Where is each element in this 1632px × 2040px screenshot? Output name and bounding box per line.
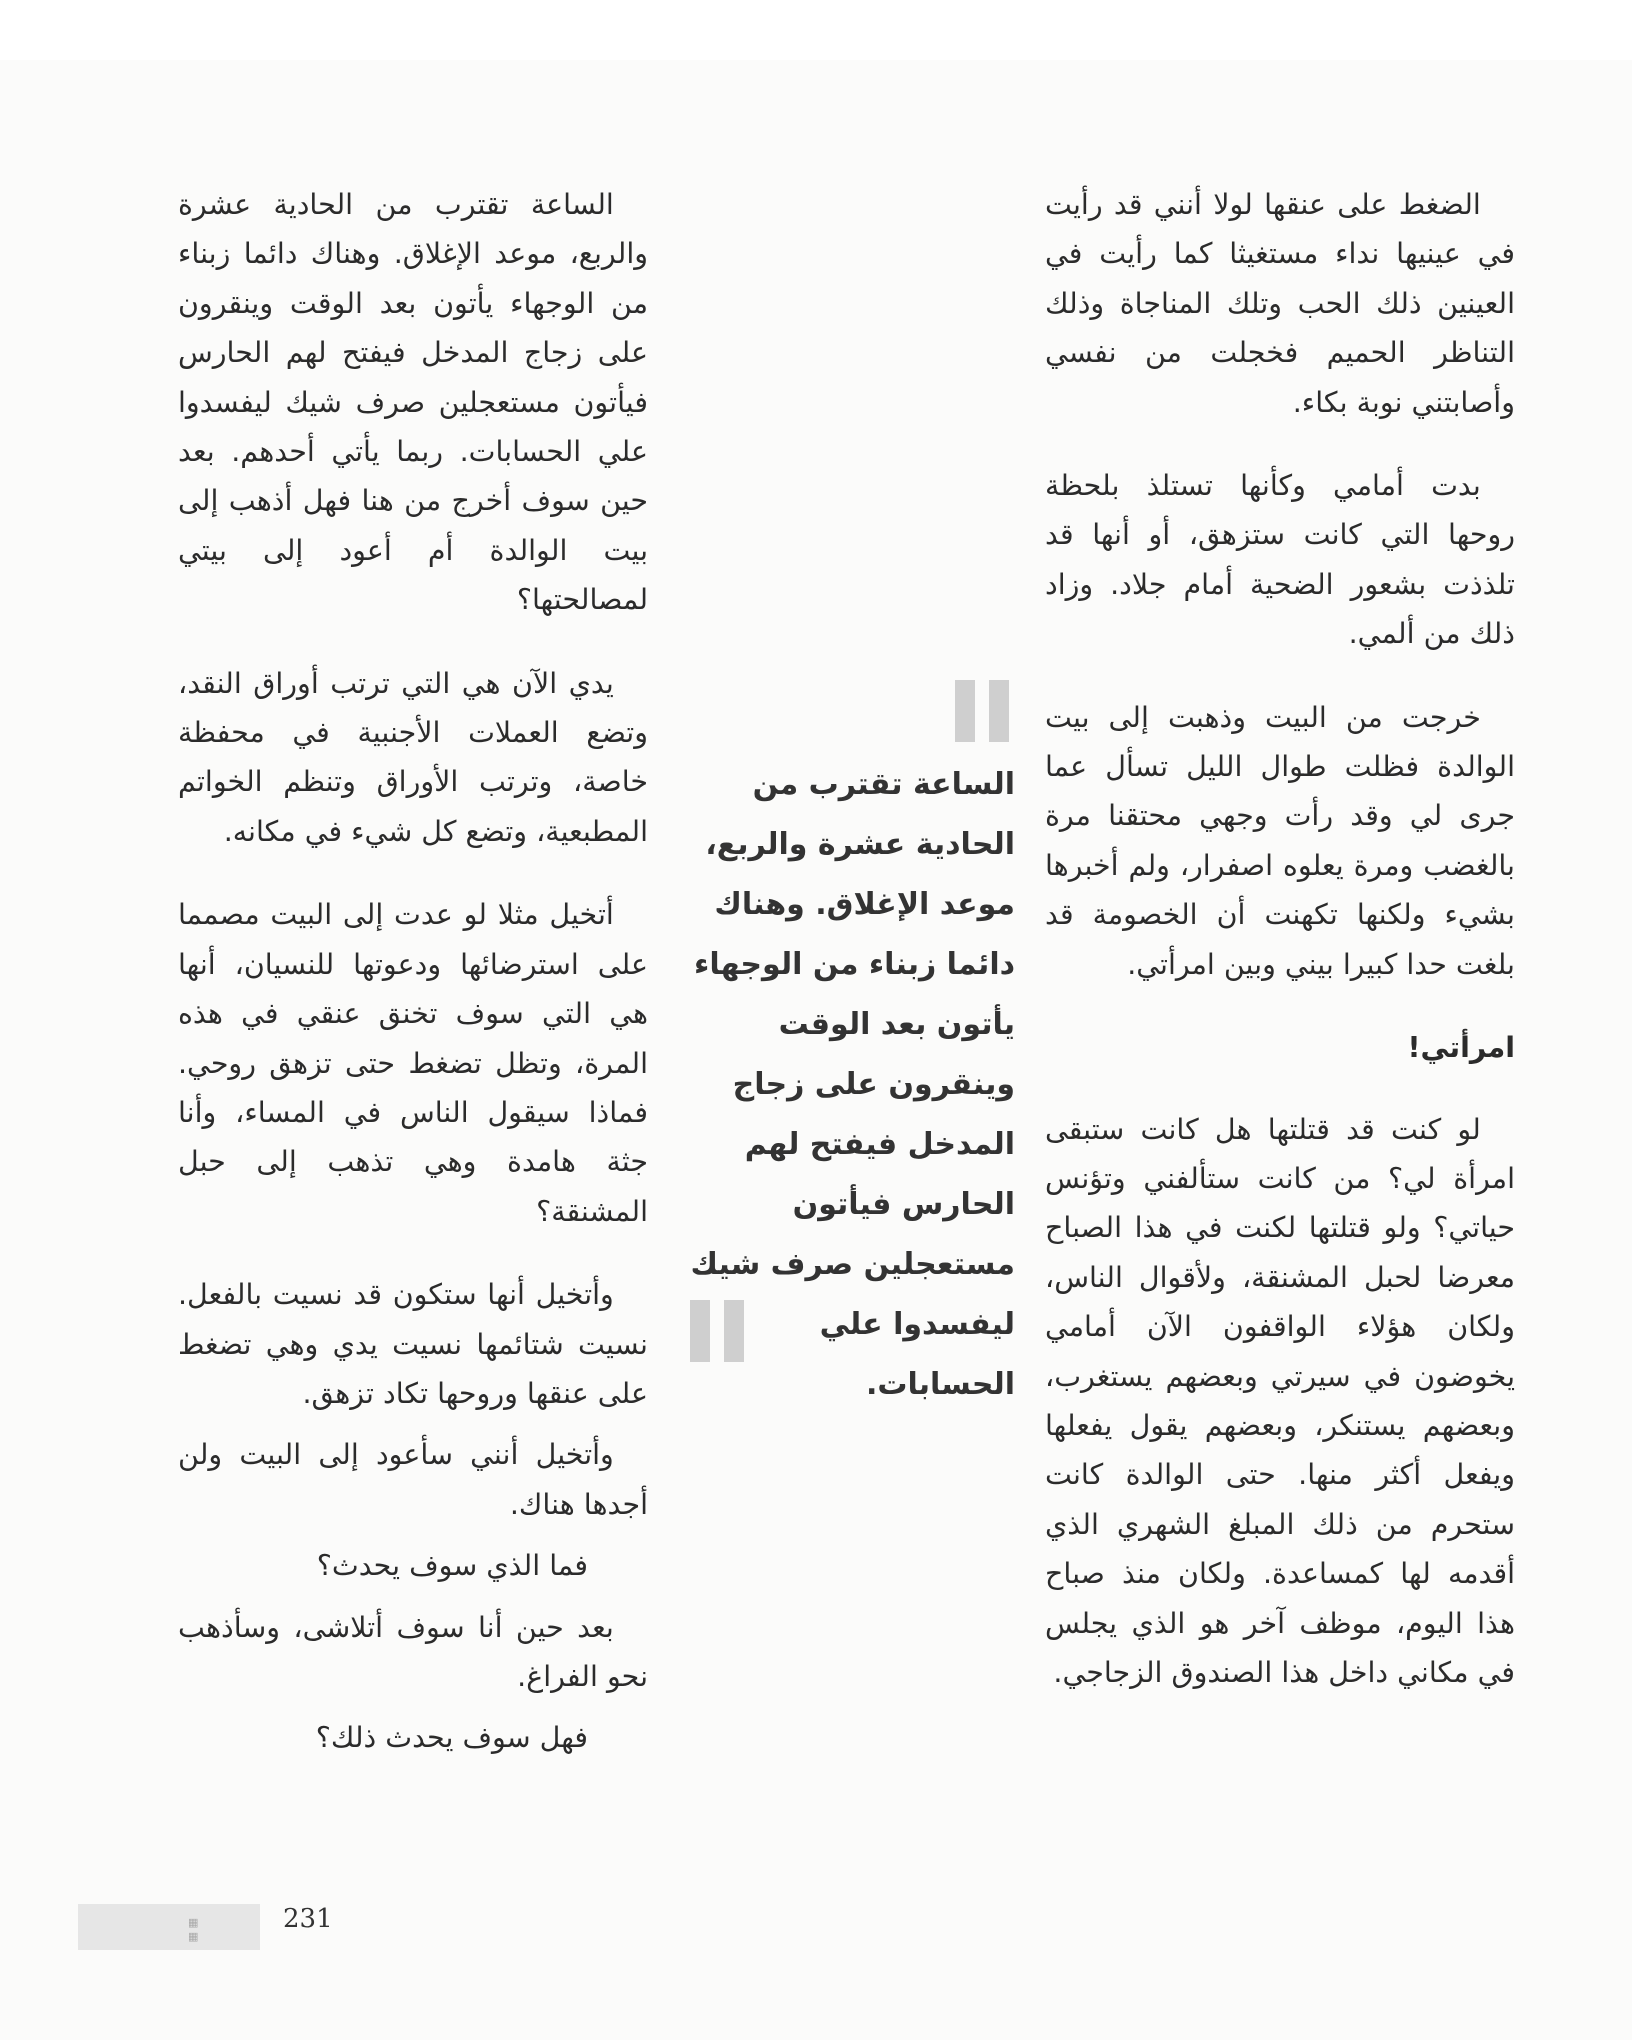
- magazine-logo-icon: ▦ ▦: [188, 1916, 199, 1943]
- left-paragraph-3: أتخيل مثلا لو عدت إلى البيت مصمما على استرضائها ودعوتها للنسيان، أنها هي التي سوف تخنق عنقي في هذه المرة، وتظل تضغط حتى تزهق روحي. فماذا سيقول الناس في المساء، وأنا جثة هامدة وهي تذهب إلى حبل المشنقة؟: [178, 898, 648, 1228]
- page-number: 231: [283, 1904, 333, 1934]
- magazine-logo-block: [78, 1904, 260, 1950]
- left-paragraph-2: يدي الآن هي التي ترتب أوراق النقد، وتضع العملات الأجنبية في محفظة خاصة، وترتب الأوراق وتنظم الخواتم المطبعية، وتضع كل شيء في مكانه.: [178, 666, 648, 848]
- right-paragraph-4: لو كنت قد قتلتها هل كانت ستبقى امرأة لي؟ من كانت ستألفني وتؤنس حياتي؟ ولو قتلتها لكنت في هذا الصباح معرضا لحبل المشنقة، ولأقوال الناس، ولكان هؤلاء الواقفون الآن أمامي يخوضون في سيرتي وبعضهم يستغرب، وبعضهم يستنكر، وبعضهم يقول يفعلها ويفعل أكثر منها. حتى الوالدة كانت ستحرم من ذلك المبلغ الشهري الذي أقدمه لها كمساعدة. ولكان منذ صباح هذا اليوم، موظف آخر هو الذي يجلس في مكاني داخل هذا الصندوق الزجاجي.: [1045, 1112, 1515, 1689]
- right-column: [1045, 180, 1515, 1731]
- right-paragraph-3: خرجت من البيت وذهبت إلى بيت الوالدة فظلت طوال الليل تسأل عما جرى لي وقد رأت وجهي محتقنا مرة بالغضب ومرة يعلوه اصفرار، ولم أخبرها بشيء ولكنها تكهنت أن الخصومة قد بلغت حدا كبيرا بيني وبين امرأتي.: [1045, 700, 1515, 981]
- left-paragraph-7: بعد حين أنا سوف أتلاشى، وسأذهب نحو الفراغ.: [178, 1610, 648, 1693]
- quote-open-mark-icon: [955, 680, 1017, 742]
- right-paragraph-2: بدت أمامي وكأنها تستلذ بلحظة روحها التي كانت ستزهق، أو أنها قد تلذذت بشعور الضحية أمام جلاد. وزاد ذلك من ألمي.: [1045, 469, 1515, 651]
- top-margin: [0, 0, 1632, 60]
- page-footer: [78, 1900, 378, 1950]
- left-paragraph-5: وأتخيل أنني سأعود إلى البيت ولن أجدها هناك.: [178, 1438, 648, 1521]
- quote-close-mark-icon: [690, 1300, 752, 1362]
- left-paragraph-8: فهل سوف يحدث ذلك؟: [315, 1721, 588, 1755]
- left-paragraph-6: فما الذي سوف يحدث؟: [316, 1549, 588, 1583]
- left-paragraph-1: الساعة تقترب من الحادية عشرة والربع، موعد الإغلاق. وهناك دائما زبناء من الوجهاء يأتون بعد الوقت وينقرون على زجاج المدخل فيفتح لهم الحارس فيأتون مستعجلين صرف شيك ليفسدوا علي الحسابات. ربما يأتي أحدهم. بعد حين سوف أخرج من هنا فهل أذهب إلى بيت الوالدة أم أعود إلى بيتي لمصالحتها؟: [178, 188, 648, 617]
- left-paragraph-4: وأتخيل أنها ستكون قد نسيت بالفعل. نسيت شتائمها نسيت يدي وهي تضغط على عنقها وروحها تكاد تزهق.: [178, 1278, 648, 1410]
- right-paragraph-1: الضغط على عنقها لولا أنني قد رأيت في عينيها نداء مستغيثا كما رأيت في العينين ذلك الحب وتلك المناجاة وذلك التناظر الحميم فخجلت من نفسي وأصابتني نوبة بكاء.: [1045, 188, 1515, 419]
- left-column: [178, 180, 648, 1775]
- section-heading: امرأتي!: [1407, 1031, 1515, 1065]
- pull-quote: الساعة تقترب من الحادية عشرة والربع، موعد الإغلاق. وهناك دائما زبناء من الوجهاء يأتون بعد الوقت وينقرون على زجاج المدخل فيفتح لهم الحارس فيأتون مستعجلين صرف شيك ليفسدوا علي الحسابات.: [690, 767, 1015, 1402]
